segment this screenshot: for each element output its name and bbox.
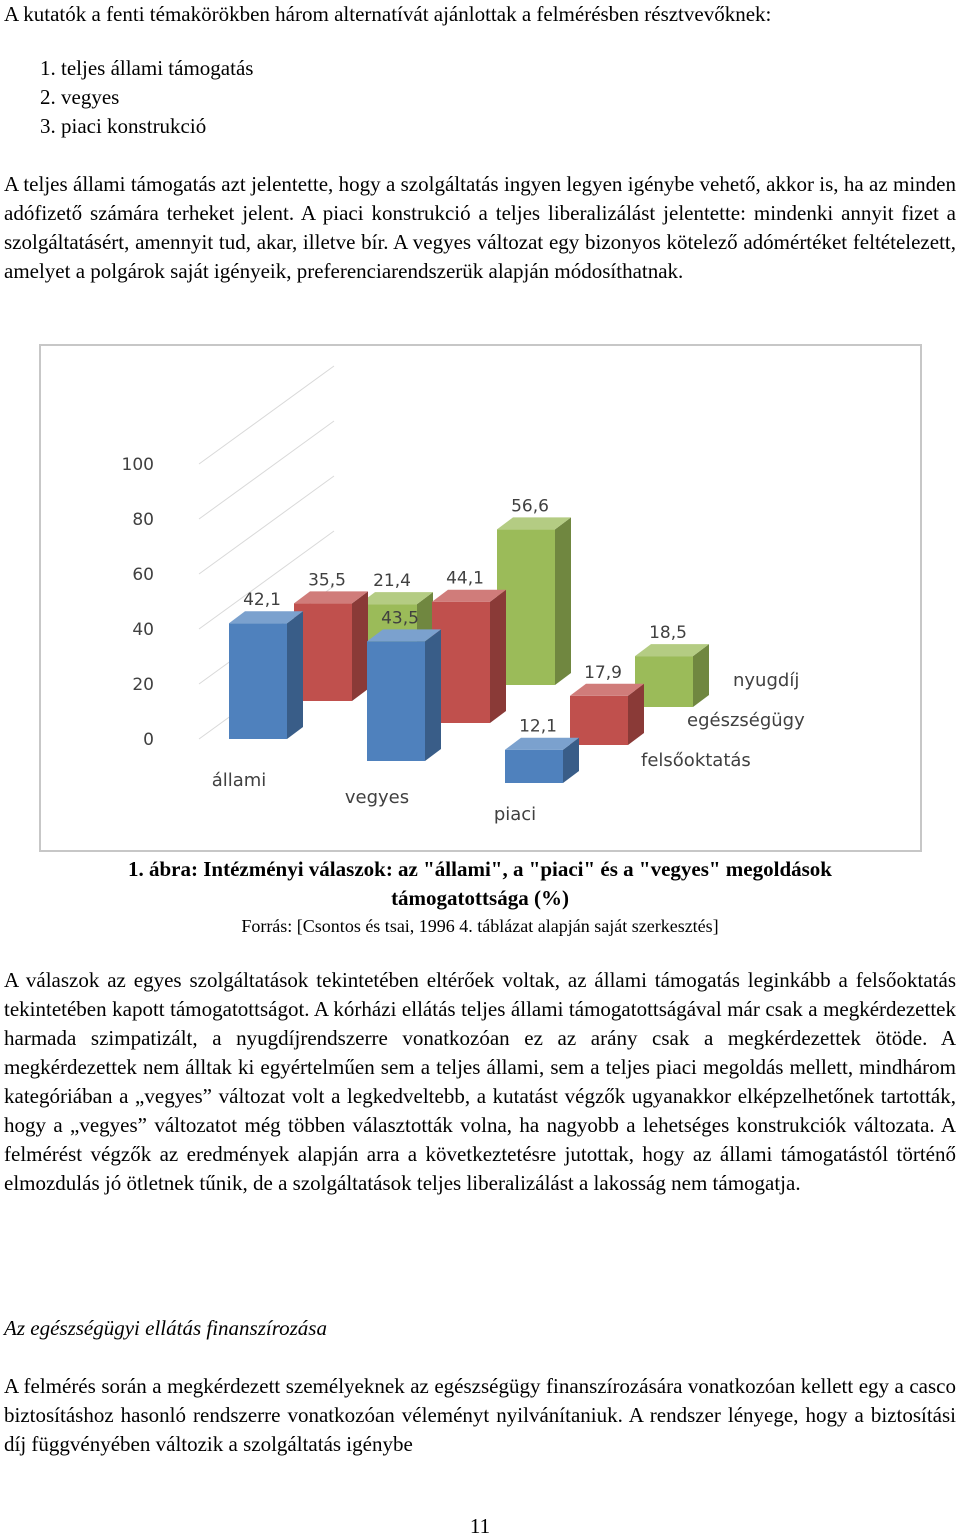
figure-caption-line1: 1. ábra: Intézményi válaszok: az "állami", a "piaci" és a "vegyes" megoldások [128, 857, 832, 881]
bar-chart-3d [41, 346, 920, 850]
paragraph-results: A válaszok az egyes szolgáltatások tekintetében eltérőek voltak, az állami támogatás leginkább a felsőoktatás tekintetében kapott támogatottságot. A kórházi ellátás teljes állami támogatottságával már csak a megkérdezettek harmada szimpatizált, a nyugdíjrendszerre vonatkozóan ez az arány csak a megkérdezettek ötöde. A megkérdezettek nem álltak ki egyértelműen sem a teljes állami, sem a teljes piaci megoldás mellett, mindhárom kategóriában a „vegyes” változat volt a legkedveltebb, a kutatást végzők ugyanakkor elképzelhetőnek tartották, hogy a „vegyes” változatot még többen választották volna, ha nagyobb a lehetséges konstrukciók változata. A felmérést végzők az eredmények alapján arra a következtetésre jutottak, hogy az állami támogatástól történő elmozdulás jó ötletnek tűnik, de a szolgáltatások teljes liberalizálást a lakosság nem támogatja. [4, 968, 956, 1195]
page-number: 11 [469, 1514, 491, 1538]
chart-frame [39, 344, 922, 852]
bar-felsőoktatás-állami [229, 611, 303, 739]
series-label: felsőoktatás [641, 750, 751, 771]
y-tick-label: 0 [143, 730, 154, 750]
intro-text: A kutatók a fenti témakörökben három alternatívát ajánlottak a felmérésben résztvevőknek: [4, 2, 772, 26]
y-tick-label: 60 [132, 565, 154, 585]
bar-nyugdíj-piaci [635, 644, 709, 707]
paragraph-definitions: A teljes állami támogatás azt jelentette, hogy a szolgáltatás ingyen legyen igénybe vehető, akkor is, ha az minden adófizető számára terheket jelent. A piaci konstrukció a teljes liberalizálást jelentette: mindenki annyit fizet a szolgáltatásért, amennyit tud, akar, illetve bír. A vegyes változat egy bizonyos kötelező adómértéket feltételezett, amelyet a polgárok saját igényeik, preferenciarendszerük alapján módosíthatnak. [4, 172, 956, 283]
data-label: 44,1 [446, 568, 484, 589]
list-item: 2. vegyes [40, 85, 120, 109]
series-label: egészségügy [687, 710, 805, 731]
figure-caption-line2: támogatottsága (%) [391, 886, 569, 910]
data-label: 12,1 [519, 716, 557, 737]
bar-side [490, 590, 506, 723]
bar-front [367, 641, 425, 761]
category-label: állami [211, 770, 267, 791]
data-label: 43,5 [381, 608, 419, 629]
data-label: 18,5 [649, 623, 687, 644]
bar-front [570, 696, 628, 745]
paragraph-financing: A felmérés során a megkérdezett személyeknek az egészségügy finanszírozására vonatkozóan kellett egy a casco biztosításhoz hasonló rendszerre vonatkozóan véleményt nyilvánítaniuk. A rendszer lényege, hogy a biztosítási díj függvényében változik a szolgáltatás igénybe [4, 1374, 956, 1456]
list-item: 1. teljes állami támogatás [40, 56, 254, 80]
y-tick-label: 100 [121, 455, 154, 475]
bar-side [555, 517, 571, 685]
y-tick-label: 20 [132, 675, 154, 695]
bar-side [425, 629, 441, 761]
list-item: 3. piaci konstrukció [40, 114, 207, 138]
figure-source: Forrás: [Csontos és tsai, 1996 4. táblázat alapján saját szerkesztés] [241, 916, 719, 936]
series-label: nyugdíj [733, 670, 800, 691]
data-label: 56,6 [511, 496, 549, 517]
bar-egészségügy-piaci [570, 684, 644, 745]
alternatives-list [40, 54, 253, 141]
bar-felsőoktatás-piaci [505, 738, 579, 783]
bar-egészségügy-állami [294, 591, 368, 701]
y-tick-label: 80 [132, 510, 154, 530]
data-label: 42,1 [243, 590, 281, 611]
bar-felsőoktatás-vegyes [367, 629, 441, 761]
y-tick-label: 40 [132, 620, 154, 640]
section-heading: Az egészségügyi ellátás finanszírozása [4, 1316, 327, 1340]
bar-side [352, 591, 368, 701]
bar-front [229, 623, 287, 739]
data-label: 35,5 [308, 570, 346, 591]
gridline [199, 366, 334, 464]
category-label: piaci [493, 804, 537, 825]
bar-nyugdíj-vegyes [497, 517, 571, 685]
bar-side [287, 611, 303, 739]
gridline [199, 476, 334, 574]
data-label: 21,4 [373, 571, 411, 592]
bar-front [505, 750, 563, 783]
bar-egészségügy-vegyes [432, 590, 506, 723]
data-label: 17,9 [584, 662, 622, 683]
category-label: vegyes [344, 787, 410, 808]
gridline [199, 421, 334, 519]
